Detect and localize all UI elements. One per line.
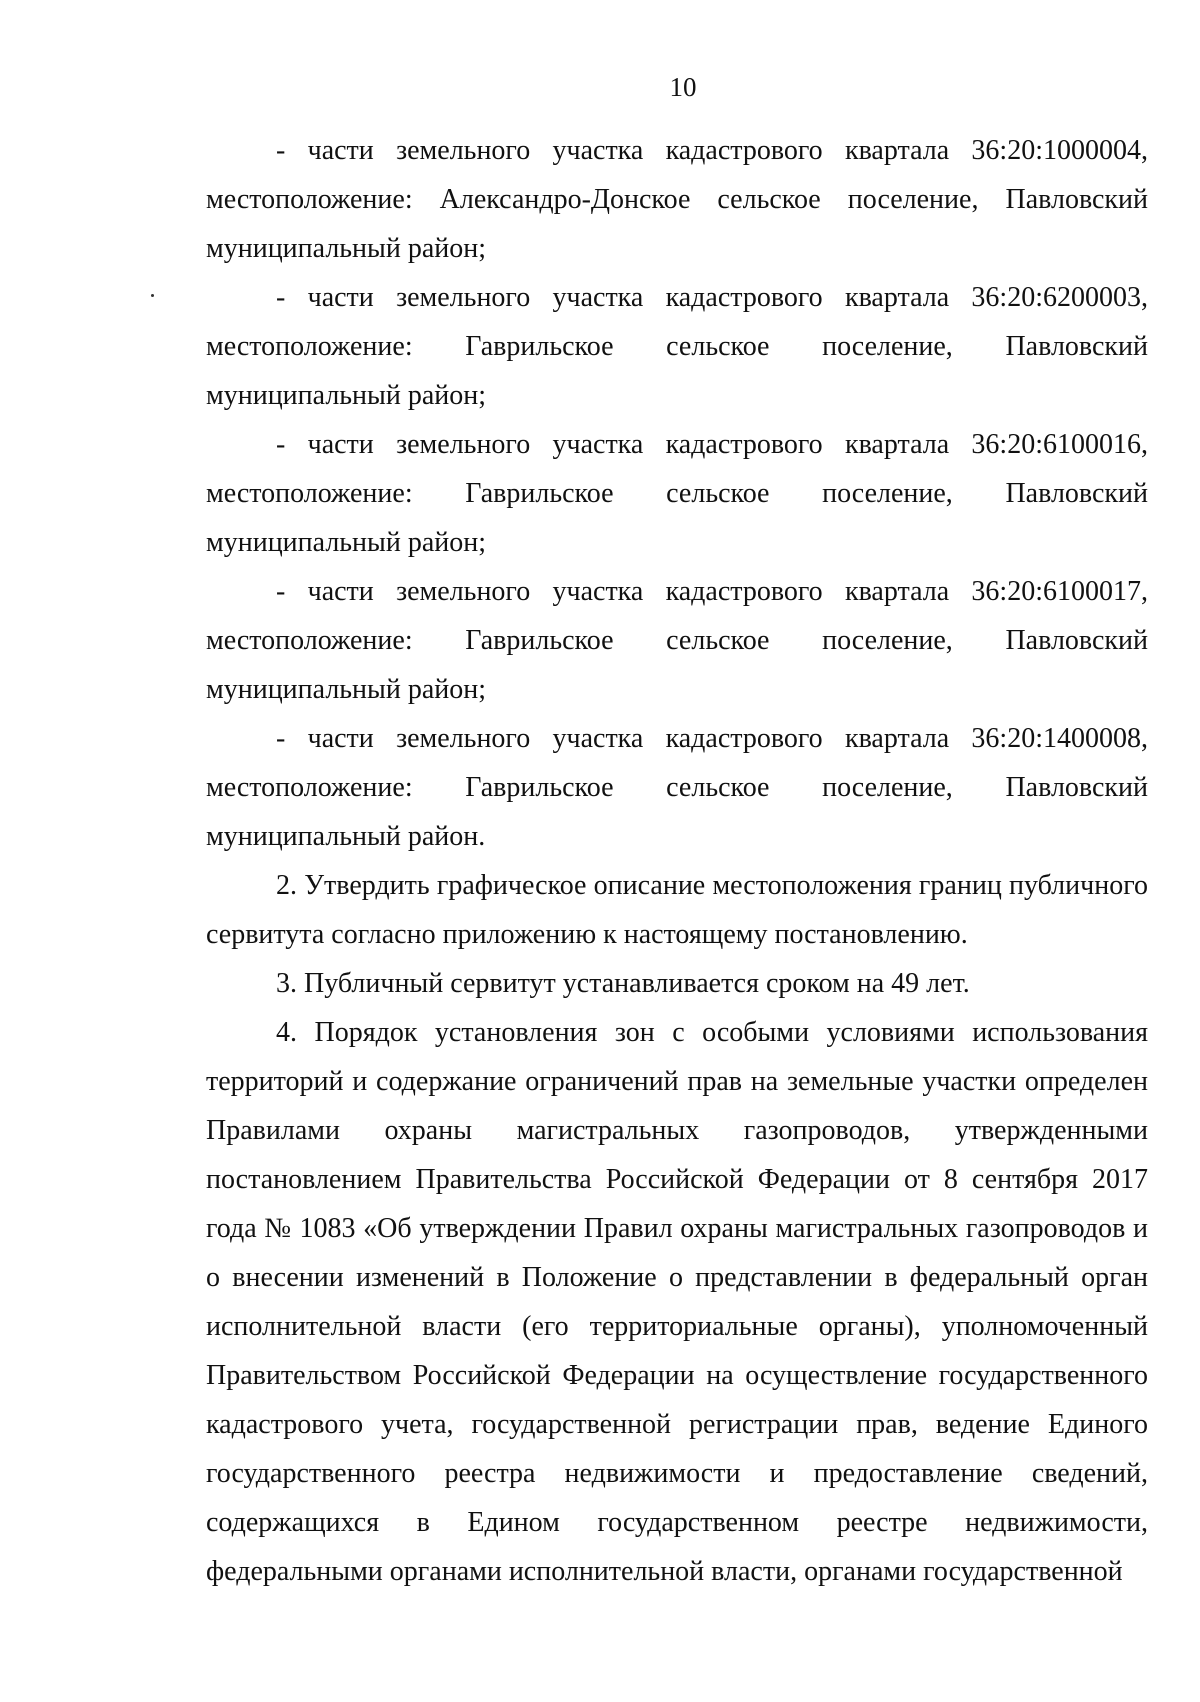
scan-speck — [151, 294, 154, 297]
document-body — [206, 126, 1148, 1596]
clause-3: 3. Публичный сервитут устанавливается сроком на 49 лет. — [276, 968, 970, 999]
list-item-parcel-1400008: - части земельного участка кадастрового квартала 36:20:1400008, местоположение: Гаврильское сельское поселение, Павловский муниципальный район. — [206, 723, 1148, 852]
list-item-parcel-6100016: - части земельного участка кадастрового квартала 36:20:6100016, местоположение: Гаврильское сельское поселение, Павловский муниципальный район; — [206, 429, 1148, 558]
page-number: 10 — [669, 72, 697, 102]
list-item-parcel-1000004: - части земельного участка кадастрового квартала 36:20:1000004, местоположение: Александро-Донское сельское поселение, Павловский муниципальный район; — [206, 135, 1148, 264]
clause-2: 2. Утвердить графическое описание местоположения границ публичного сервитута согласно приложению к настоящему постановлению. — [206, 870, 1148, 950]
list-item-parcel-6100017: - части земельного участка кадастрового квартала 36:20:6100017, местоположение: Гаврильское сельское поселение, Павловский муниципальный район; — [206, 576, 1148, 705]
list-item-parcel-6200003: - части земельного участка кадастрового квартала 36:20:6200003, местоположение: Гаврильское сельское поселение, Павловский муниципальный район; — [206, 282, 1148, 411]
clause-4: 4. Порядок установления зон с особыми условиями использования территорий и содержание ограничений прав на земельные участки определен Правилами охраны магистральных газопроводов, утвержденными постановлением Правительства Российской Федерации от 8 сентября 2017 года № 1083 «Об утверждении Правил охраны магистральных газопроводов и о внесении изменений в Положение о представлении в федеральный орган исполнительной власти (его территориальные органы), уполномоченный Правительством Российской Федерации на осуществление государственного кадастрового учета, государственной регистрации прав, ведение Единого государственного реестра недвижимости и предоставление сведений, содержащихся в Едином государственном реестре недвижимости, федеральными органами исполнительной власти, органами государственной — [206, 1017, 1148, 1587]
